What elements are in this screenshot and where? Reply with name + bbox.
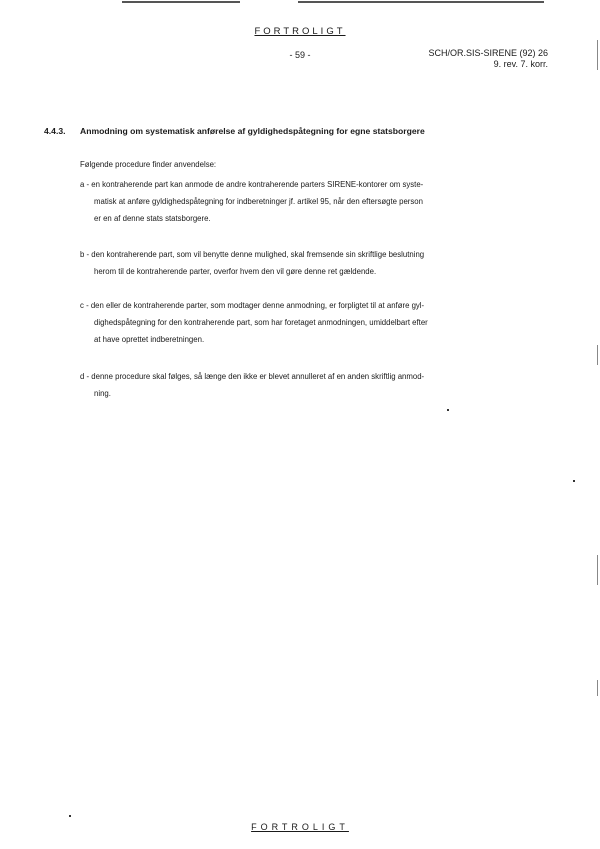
section-number: 4.4.3.	[44, 126, 66, 136]
section-title: Anmodning om systematisk anførelse af gyldighedspåtegning for egne statsborgere	[80, 126, 425, 136]
scan-speck	[69, 815, 71, 817]
list-item-line: c - den eller de kontraherende parter, som modtager denne anmodning, er forpligtet til at anføre gyl-	[80, 301, 425, 310]
classification-footer: FORTROLIGT	[251, 822, 349, 832]
intro-paragraph: Følgende procedure finder anvendelse:	[80, 160, 217, 169]
list-item-b	[80, 246, 548, 280]
scan-edge-mark	[597, 555, 598, 585]
section-heading	[44, 126, 564, 136]
list-item-line: matisk at anføre gyldighedspåtegning for indberetninger jf. artikel 95, når den eftersøgte person	[94, 197, 423, 206]
classification-header: FORTROLIGT	[254, 26, 346, 37]
list-item-letter: b	[80, 250, 85, 259]
list-item-letter: d	[80, 372, 85, 381]
list-item-line: herom til de kontraherende parter, overfor hvem den vil gøre denne ret gældende.	[94, 267, 377, 276]
scan-edge-line-right	[298, 1, 544, 3]
page-number: - 59 -	[289, 50, 311, 60]
document-reference	[428, 48, 548, 70]
list-item-line: ning.	[94, 389, 111, 398]
list-item-line: a - en kontraherende part kan anmode de andre kontraherende parters SIRENE-kontorer om syste-	[80, 180, 424, 189]
list-item-letter: c	[80, 301, 84, 310]
list-item-d	[80, 368, 548, 402]
reference-line-2: 9. rev. 7. korr.	[493, 59, 548, 69]
scan-edge-mark	[597, 345, 598, 365]
list-item-line: b - den kontraherende part, som vil benytte denne mulighed, skal fremsende sin skriftlige beslutning	[80, 250, 425, 259]
list-item-letter: a	[80, 180, 85, 189]
reference-line-1: SCH/OR.SIS-SIRENE (92) 26	[428, 48, 548, 58]
list-item-line: at have oprettet indberetningen.	[94, 335, 205, 344]
list-item-a	[80, 176, 548, 227]
scan-edge-line-left	[122, 1, 240, 3]
scan-speck	[447, 409, 449, 411]
scan-edge-mark	[597, 40, 598, 70]
scan-speck	[573, 480, 575, 482]
list-item-line: dighedspåtegning for den kontraherende part, som har foretaget anmodningen, umiddelbart efter	[94, 318, 428, 327]
list-item-c	[80, 297, 548, 348]
list-item-line: er en af denne stats statsborgere.	[94, 214, 211, 223]
scan-edge-mark	[597, 680, 598, 696]
list-item-line: d - denne procedure skal følges, så længe den ikke er blevet annulleret af en anden skriftlig anmod-	[80, 372, 425, 381]
